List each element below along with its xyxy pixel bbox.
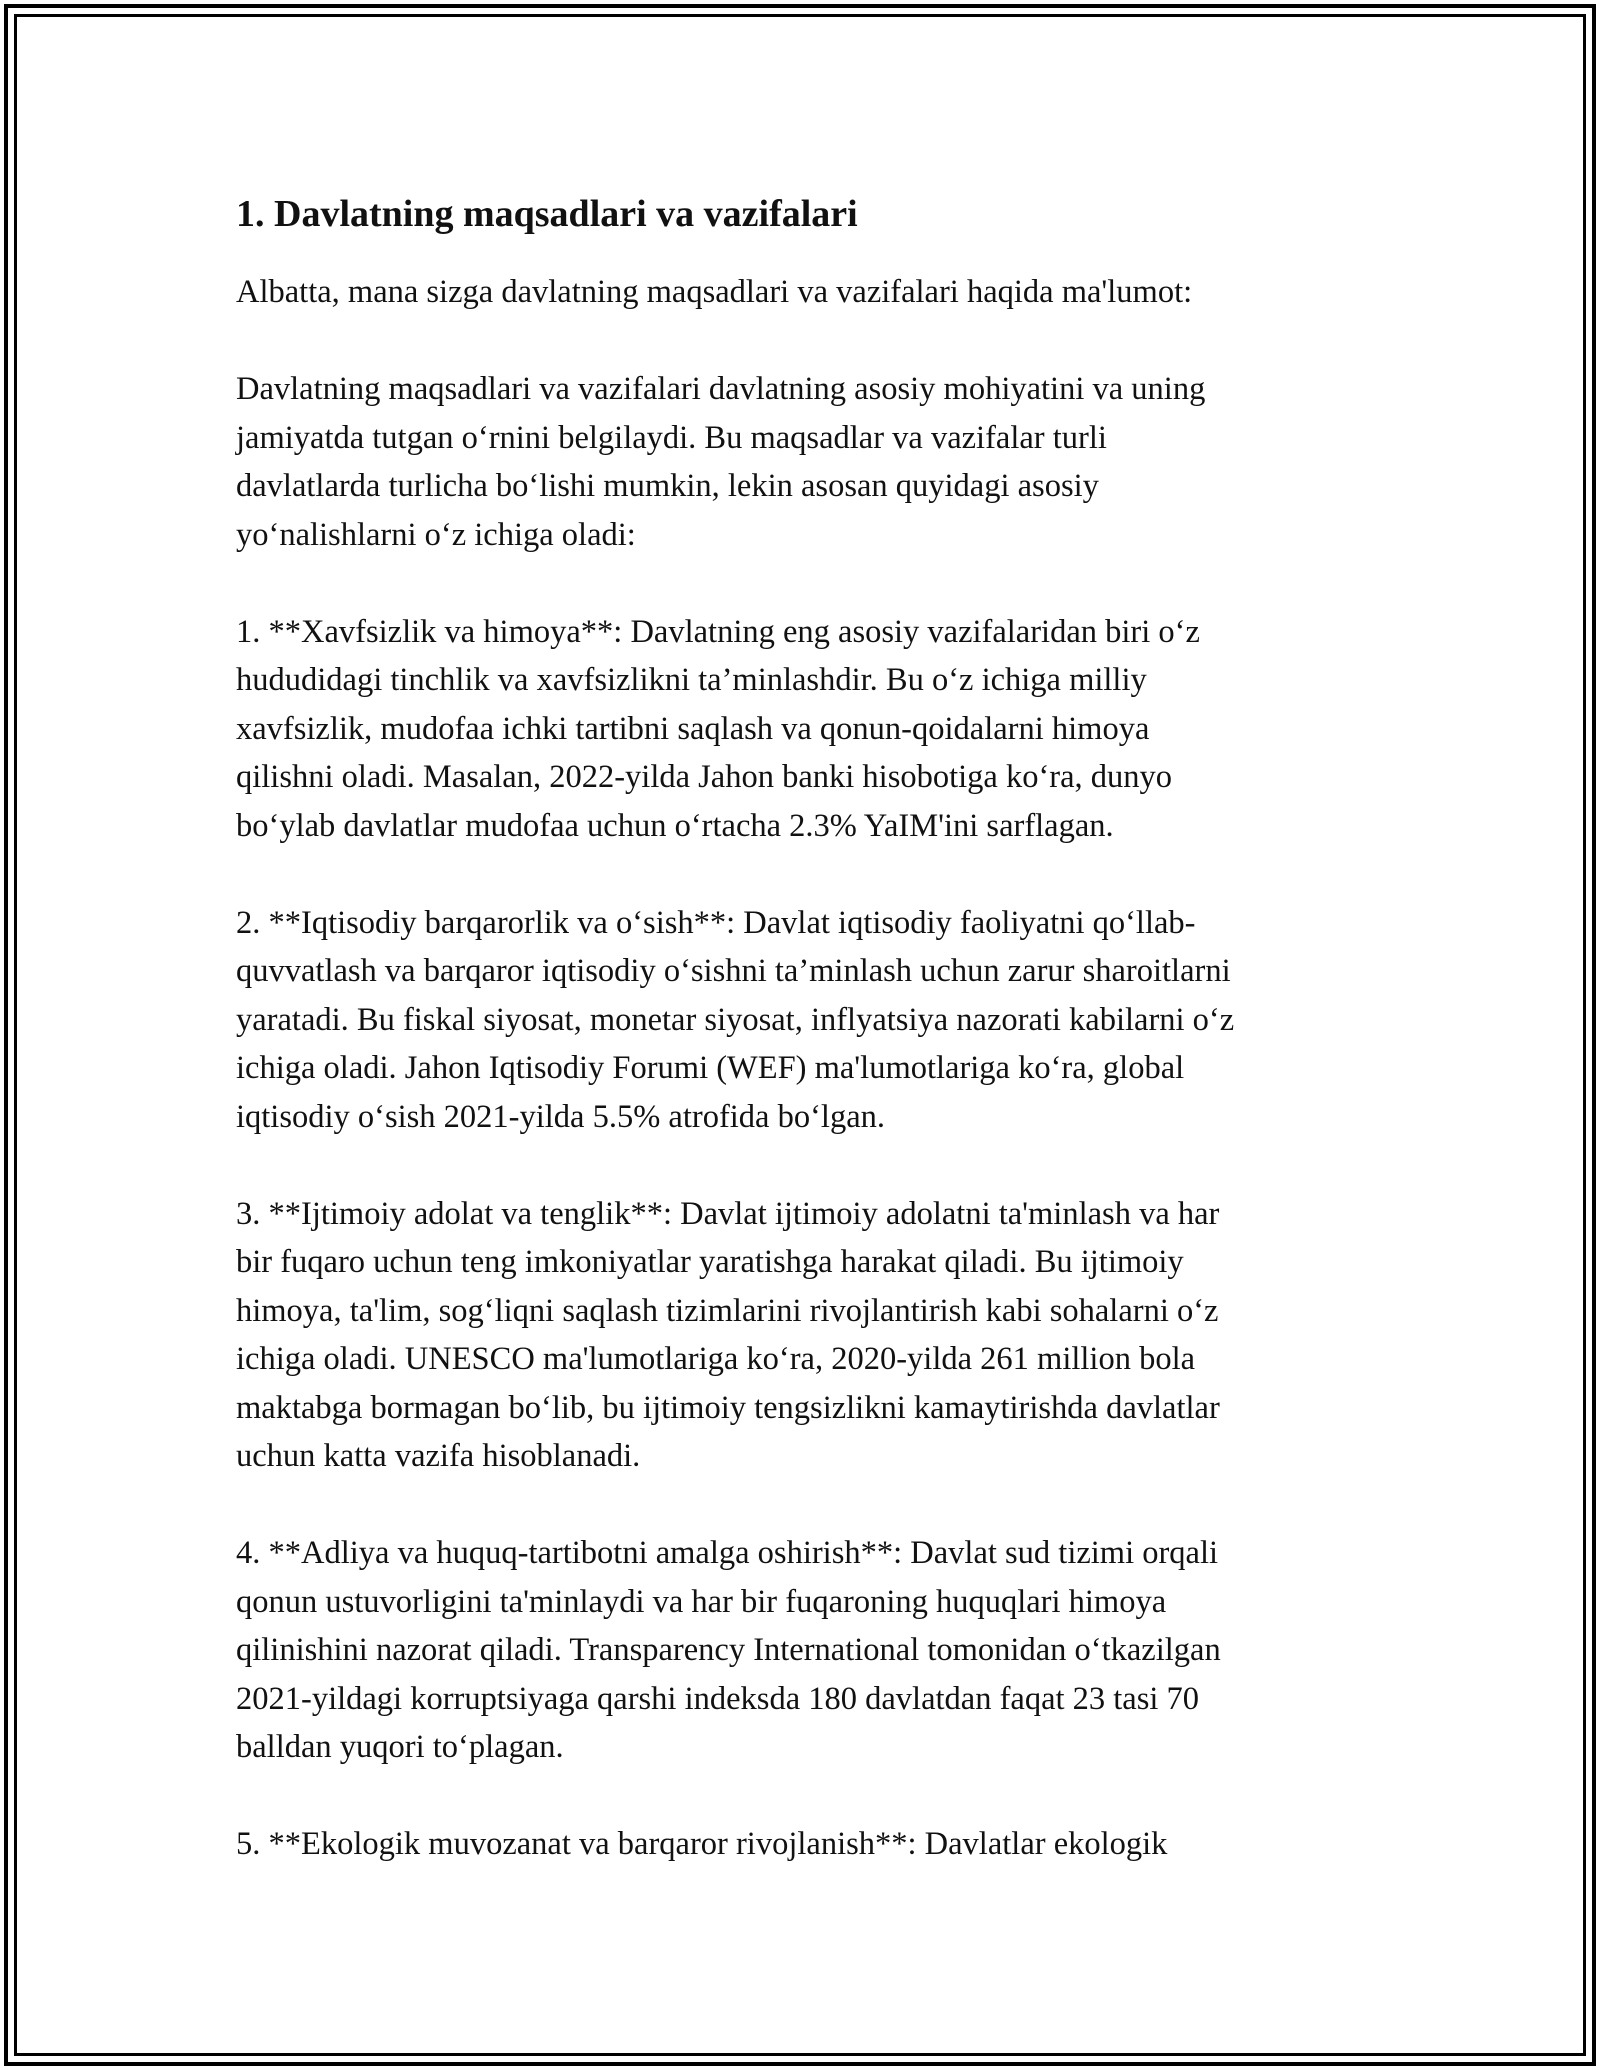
item-economy-paragraph [236,899,1386,1142]
text-line: maktabga bormagan bo‘lib, bu ijtimoiy tengsizlikni kamaytirishda davlatlar [236,1389,1220,1426]
overview-paragraph [236,365,1386,559]
item-security-paragraph [236,608,1386,851]
text-line: qilishni oladi. Masalan, 2022-yilda Jahon banki hisobotiga ko‘ra, dunyo [236,759,1173,795]
item-social-paragraph [236,1190,1386,1481]
text-line: hududidagi tinchlik va xavfsizlikni ta’minlashdir. Bu o‘z ichiga milliy [236,662,1147,698]
document-title: 1. Davlatning maqsadlari va vazifalari [236,193,858,235]
text-line: 2. **Iqtisodiy barqarorlik va o‘sish**: Davlat iqtisodiy faoliyatni qo‘llab- [236,904,1196,941]
text-line: qonun ustuvorligini ta'minlaydi va har bir fuqaroning huquqlari himoya [236,1583,1167,1620]
text-line: Davlatning maqsadlari va vazifalari davlatning asosiy mohiyatini va uning [236,371,1206,407]
text-line: 1. **Xavfsizlik va himoya**: Davlatning eng asosiy vazifalaridan biri o‘z [236,613,1200,650]
text-line: 5. **Ekologik muvozanat va barqaror rivojlanish**: Davlatlar ekologik [236,1826,1168,1862]
text-line: ichiga oladi. UNESCO ma'lumotlariga ko‘ra, 2020-yilda 261 million bola [236,1341,1196,1377]
text-line: davlatlarda turlicha bo‘lishi mumkin, lekin asosan quyidagi asosiy [236,468,1099,504]
text-line: himoya, ta'lim, sog‘liqni saqlash tizimlarini rivojlantirish kabi sohalarni o‘z [236,1292,1219,1329]
text-line: uchun katta vazifa hisoblanadi. [236,1438,641,1474]
text-line: xavfsizlik, mudofaa ichki tartibni saqlash va qonun-qoidalarni himoya [236,710,1150,747]
text-line: iqtisodiy o‘sish 2021-yilda 5.5% atrofida bo‘lgan. [236,1098,886,1135]
text-line: 2021-yildagi korruptsiyaga qarshi indeksda 180 davlatdan faqat 23 tasi 70 [236,1680,1200,1717]
item-ecology-paragraph [236,1820,1386,1869]
item-justice-paragraph [236,1529,1386,1772]
text-line: 3. **Ijtimoiy adolat va tenglik**: Davlat ijtimoiy adolatni ta'minlash va har [236,1195,1220,1232]
text-line: yaratadi. Bu fiskal siyosat, monetar siyosat, inflyatsiya nazorati kabilarni o‘z [236,1001,1235,1038]
text-line: bir fuqaro uchun teng imkoniyatlar yaratishga harakat qiladi. Bu ijtimoiy [236,1244,1184,1280]
text-line: quvvatlash va barqaror iqtisodiy o‘sishni ta’minlash uchun zarur sharoitlarni [236,953,1231,989]
document-body [236,190,1386,1917]
intro-paragraph [236,268,1386,317]
text-line: ichiga oladi. Jahon Iqtisodiy Forumi (WEF) ma'lumotlariga ko‘ra, global [236,1050,1185,1086]
text-line: 4. **Adliya va huquq-tartibotni amalga oshirish**: Davlat sud tizimi orqali [236,1535,1219,1571]
text-line: Albatta, mana sizga davlatning maqsadlari va vazifalari haqida ma'lumot: [236,274,1193,310]
text-line: qilinishini nazorat qiladi. Transparency International tomonidan o‘tkazilgan [236,1632,1221,1668]
text-line: bo‘ylab davlatlar mudofaa uchun o‘rtacha 2.3% YaIM'ini sarflagan. [236,807,1114,844]
text-line: jamiyatda tutgan o‘rnini belgilaydi. Bu maqsadlar va vazifalar turli [236,419,1107,456]
text-line: balldan yuqori to‘plagan. [236,1729,564,1765]
text-line: yo‘nalishlarni o‘z ichiga oladi: [236,516,636,553]
